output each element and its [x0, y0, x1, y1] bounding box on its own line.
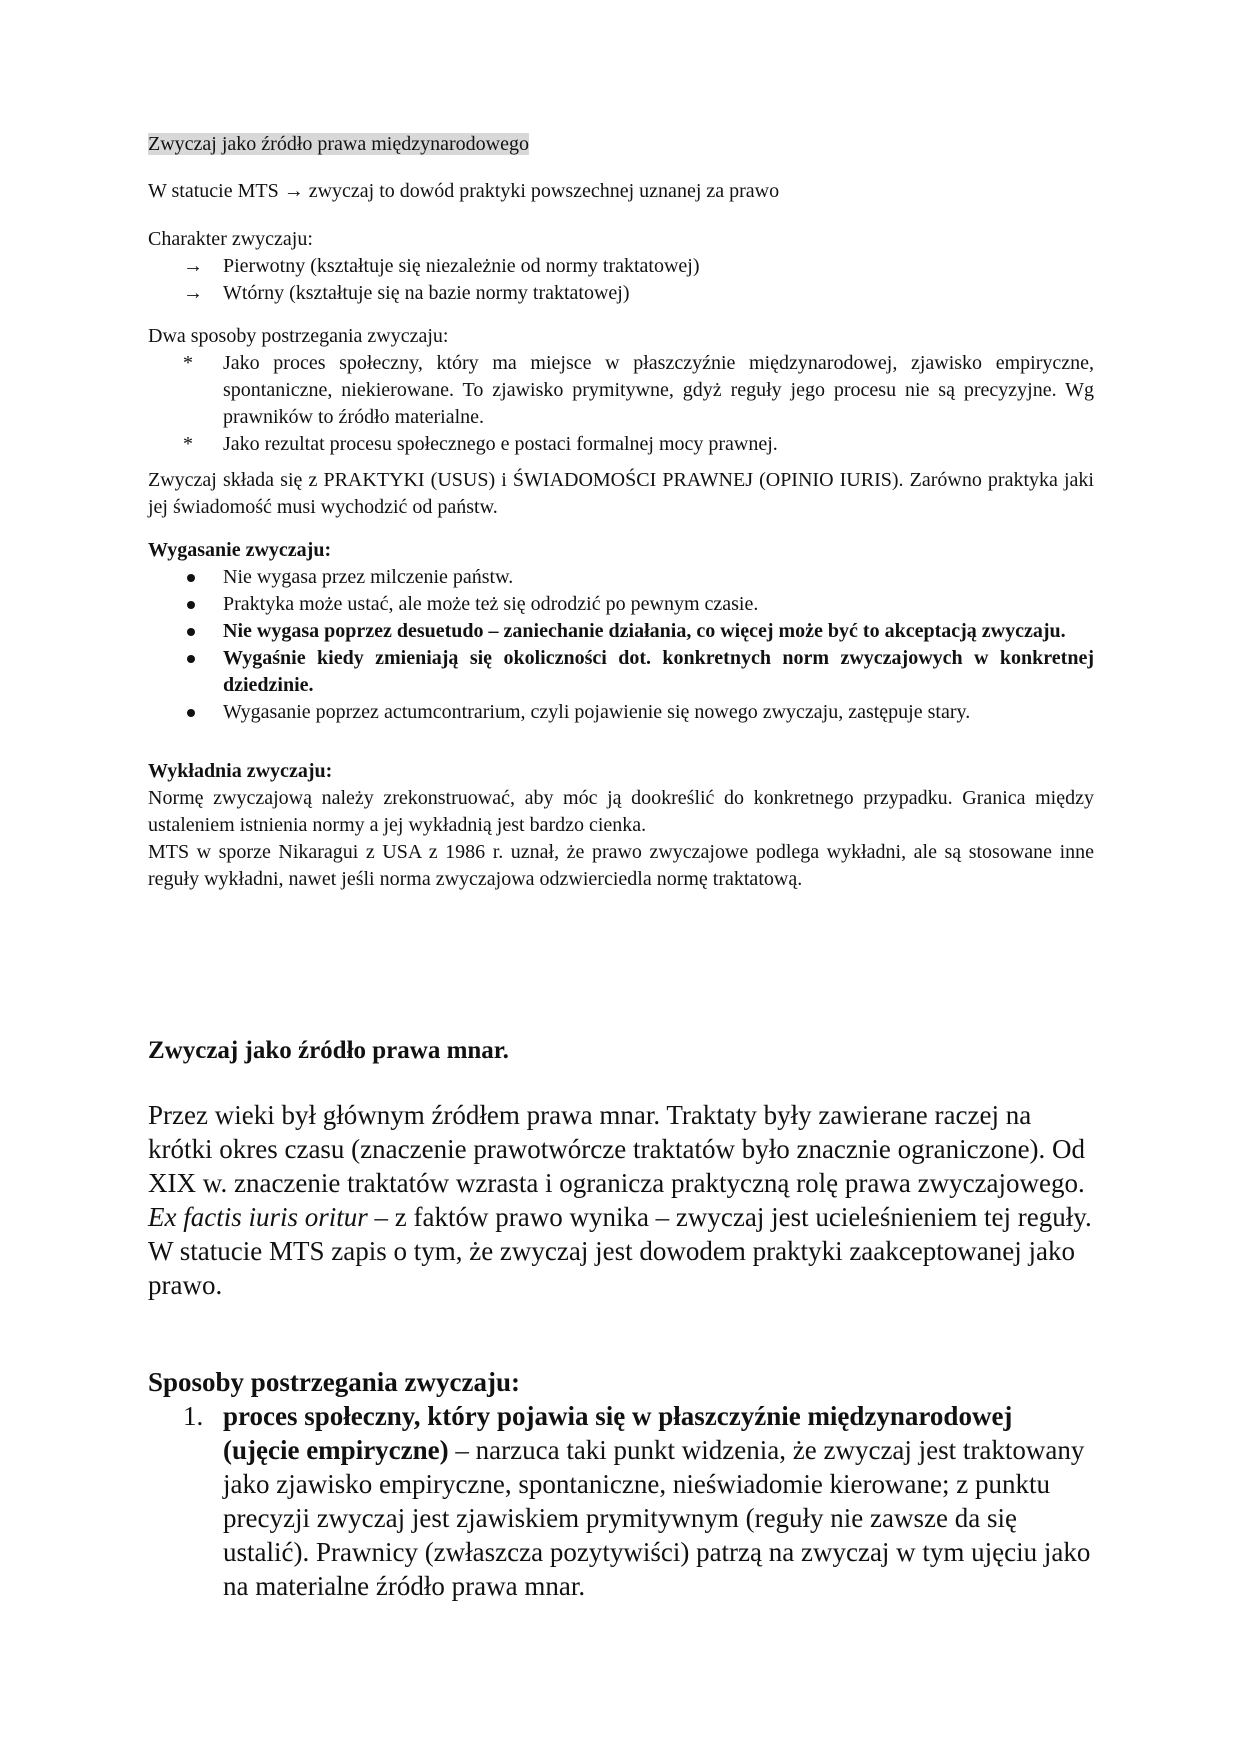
ways-section [148, 1365, 1094, 1603]
list-item-bold: proces społeczny, który pojawia się w płaszczyźnie międzynarodowej (ujęcie empiryczne) [223, 1401, 1013, 1465]
expiry-section [148, 537, 1094, 726]
section1-title-text: Zwyczaj jako źródło prawa międzynarodowego [148, 133, 529, 155]
perception-heading: Dwa sposoby postrzegania zwyczaju: [148, 325, 449, 347]
asterisk-icon: * [183, 352, 193, 374]
arrow-right-icon: → [283, 180, 304, 202]
bullet-icon [183, 645, 213, 672]
statute-text: zwyczaj to dowód praktyki powszechnej uznanej za prawo [308, 180, 780, 202]
list-item-text: Jako proces społeczny, który ma miejsce w płaszczyźnie międzynarodowej, zjawisko empiryczne, spontaniczne, niekierowane. To zjawisko prymitywne, gdyż reguły jego procesu nie są precyzyjne. Wg prawników to źródło materialne. [223, 352, 1094, 428]
list-item [148, 431, 1094, 458]
list-number: 1. [183, 1401, 204, 1431]
list-item-text: Nie wygasa przez milczenie państw. [223, 566, 514, 588]
interpretation-heading: Wykładnia zwyczaju: [148, 760, 333, 782]
list-item-text: Wygasanie poprzez actumcontrarium, czyli pojawienie się nowego zwyczaju, zastępuje stary. [223, 701, 971, 723]
expiry-list [148, 564, 1094, 726]
bullet-icon [183, 591, 213, 618]
perception-section [148, 323, 1094, 458]
character-heading: Charakter zwyczaju: [148, 228, 313, 250]
statute-line [148, 178, 1094, 205]
interpretation-section [148, 758, 1094, 893]
bullet-icon [183, 699, 213, 726]
list-item [148, 618, 1094, 645]
bullet-icon [183, 564, 213, 591]
list-item [148, 280, 1094, 307]
ways-heading: Sposoby postrzegania zwyczaju: [148, 1367, 520, 1397]
list-item [148, 253, 1094, 280]
character-list [148, 253, 1094, 307]
character-section [148, 226, 1094, 307]
arrow-right-icon: → [183, 255, 203, 277]
list-item-text: – narzuca taki punkt widzenia, że zwyczaj jest traktowany jako zjawisko empiryczne, spontaniczne, nieświadomie kierowane; z punktu precyzji zwyczaj jest zjawiskiem prymitywnym (reguły nie zawsze da się ustalić). Prawnicy (zwłaszcza pozytywiści) patrzą na zwyczaj w tym ujęciu jako na materialne źródło prawa mnar. [223, 1435, 1091, 1601]
interpretation-para-1: Normę zwyczajową należy zrekonstruować, aby móc ją dookreślić do konkretnego przypadku. Granica między ustaleniem istnienia normy a jej wykładnią jest bardzo cienka. [148, 787, 1094, 836]
list-item [148, 564, 1094, 591]
composition-paragraph: Zwyczaj składa się z PRAKTYKI (USUS) i ŚWIADOMOŚCI PRAWNEJ (OPINIO IURIS). Zarówno praktyka jaki jej świadomość musi wychodzić od państw. [148, 469, 1094, 518]
asterisk-icon: * [183, 433, 193, 455]
list-item-text: Pierwotny (kształtuje się niezależnie od normy traktatowej) [223, 255, 700, 277]
list-item [148, 591, 1094, 618]
interpretation-para-2: MTS w sporze Nikaragui z USA z 1986 r. uznał, że prawo zwyczajowe podlega wykładni, ale są stosowane inne reguły wykładni, nawet jeśli norma zwyczajowa odzwierciedla normę traktatową. [148, 841, 1094, 890]
arrow-right-icon: → [183, 282, 203, 304]
bullet-icon [183, 618, 213, 645]
perception-list [148, 350, 1094, 458]
section2-title-text: Zwyczaj jako źródło prawa mnar. [148, 1037, 509, 1064]
statute-lead: W statucie MTS [148, 180, 279, 202]
section2-intro: Przez wieki był głównym źródłem prawa mnar. Traktaty były zawierane raczej na krótki okres czasu (znaczenie prawotwórcze traktatów było znacznie ograniczone). Od XIX w. znaczenie traktatów wzrasta i ogranicza praktyczną rolę prawa zwyczajowego. [148, 1100, 1086, 1198]
section1-title [148, 131, 1094, 158]
section2-rest: – z faktów prawo wynika – zwyczaj jest ucieleśnieniem tej reguły. W statucie MTS zapis o tym, że zwyczaj jest dowodem praktyki zaakceptowanej jako prawo. [148, 1202, 1092, 1300]
list-item-text: Wygaśnie kiedy zmieniają się okoliczności dot. konkretnych norm zwyczajowych w konkretnej dziedzinie. [223, 647, 1094, 696]
list-item-text: Nie wygasa poprzez desuetudo – zaniechanie działania, co więcej może być to akceptacją zwyczaju. [223, 620, 1066, 642]
section2-title [148, 1034, 1094, 1068]
list-item [148, 645, 1094, 699]
list-item-text: Praktyka może ustać, ale może też się odrodzić po pewnym czasie. [223, 593, 759, 615]
section2-paragraph [148, 1098, 1094, 1302]
expiry-heading: Wygasanie zwyczaju: [148, 539, 332, 561]
latin-maxim: Ex factis iuris oritur [148, 1202, 368, 1232]
list-item-text: Jako rezultat procesu społecznego e postaci formalnej mocy prawnej. [223, 433, 778, 455]
list-item [148, 1399, 1094, 1603]
list-item [148, 350, 1094, 431]
ways-list [148, 1399, 1094, 1603]
list-item [148, 699, 1094, 726]
list-item-text: Wtórny (kształtuje się na bazie normy traktatowej) [223, 282, 630, 304]
